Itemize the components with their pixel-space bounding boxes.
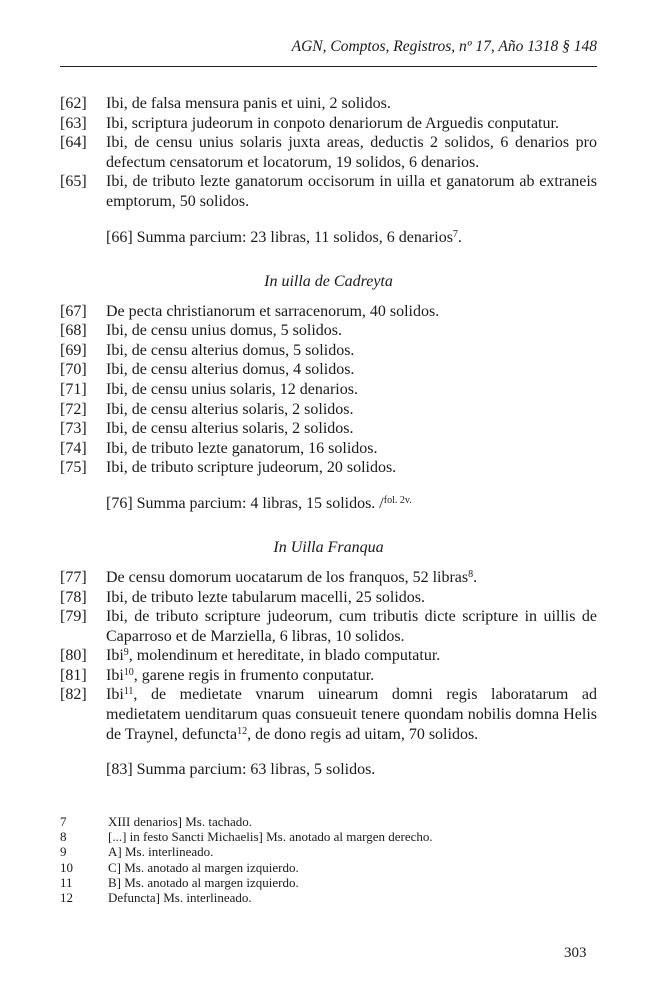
summa-line bbox=[106, 494, 597, 514]
entry bbox=[60, 94, 597, 114]
footnote bbox=[60, 875, 597, 890]
footnote-text: XIII denarios] Ms. tachado. bbox=[108, 814, 253, 829]
entry-text: Ibi, de tributo scripture judeorum, 20 solidos. bbox=[106, 459, 397, 477]
entry-list-3 bbox=[60, 568, 597, 744]
footnote-text: A] Ms. interlineado. bbox=[108, 844, 214, 860]
footnotes bbox=[60, 814, 597, 905]
entry-number: [71] bbox=[60, 380, 87, 398]
section-heading: In Uilla Franqua bbox=[273, 538, 384, 556]
entry-text: Ibi$^9$, molendinum et hereditate, in blado computatur. bbox=[106, 647, 441, 665]
footnote bbox=[60, 829, 597, 844]
entry-text: Ibi, de censu alterius domus, 4 solidos. bbox=[106, 361, 355, 379]
summa-text: [66] Summa parcium: 23 libras, 11 solidos, 6 denarios bbox=[106, 228, 453, 246]
entry-text: Ibi, de tributo lezte tabularum macelli, 25 solidos. bbox=[106, 588, 426, 606]
entry-number: [80] bbox=[60, 647, 87, 665]
folio-marker: fol. 2v. bbox=[383, 494, 412, 506]
entry bbox=[60, 341, 597, 361]
entry-text: De censu domorum uocatarum de los franquos, 52 libras$^8$. bbox=[106, 568, 478, 586]
entry-text: Ibi, de censu alterius solaris, 2 solidos. bbox=[106, 400, 354, 418]
entry bbox=[60, 568, 597, 588]
footnote bbox=[60, 860, 597, 875]
entry bbox=[60, 666, 597, 686]
entry-text: Ibi, de censu unius domus, 5 solidos. bbox=[106, 322, 342, 340]
entry bbox=[60, 172, 597, 211]
entry-text: Ibi, de tributo lezte ganatorum occisorum in uilla et ganatorum ab extraneis emptorum, 50 solidos. bbox=[106, 173, 597, 210]
entry bbox=[60, 133, 597, 172]
entry-number: [69] bbox=[60, 341, 87, 359]
entry-number: [68] bbox=[60, 322, 87, 340]
footnote-number: 10 bbox=[60, 859, 73, 875]
entry-list-2 bbox=[60, 302, 597, 478]
entry-list-1 bbox=[60, 94, 597, 212]
entry-text: De pecta christianorum et sarracenorum, 40 solidos. bbox=[106, 302, 440, 320]
page-number: 303 bbox=[564, 945, 587, 961]
entry bbox=[60, 114, 597, 134]
entry bbox=[60, 400, 597, 420]
footnote-ref: 12 bbox=[237, 725, 248, 737]
entry-text: Ibi, de tributo scripture judeorum, cum tributis dicte scripture in uillis de Caparroso et de Marziella, 6 libras, 10 solidos. bbox=[106, 608, 597, 645]
entry-number: [72] bbox=[60, 400, 87, 418]
entry-number: [73] bbox=[60, 420, 87, 438]
entry bbox=[60, 607, 597, 646]
footnote-number: 7 bbox=[60, 814, 67, 829]
footnote-number: 9 bbox=[60, 844, 67, 860]
footnote-text: C] Ms. anotado al margen izquierdo. bbox=[108, 859, 299, 875]
entry-number: [74] bbox=[60, 439, 87, 457]
entry-text: Ibi, de censu unius solaris, 12 denarios. bbox=[106, 380, 358, 398]
entry bbox=[60, 302, 597, 322]
entry bbox=[60, 458, 597, 478]
entry-text: Ibi, scriptura judeorum in conpoto denariorum de Arguedis conputatur. bbox=[106, 114, 559, 132]
entry-text: Ibi$^{10}$, garene regis in frumento conputatur. bbox=[106, 666, 375, 684]
section-heading: In uilla de Cadreyta bbox=[264, 272, 393, 290]
footnote bbox=[60, 814, 597, 829]
footnote-number: 12 bbox=[60, 890, 73, 906]
main-text bbox=[60, 94, 597, 804]
entry-number: [81] bbox=[60, 666, 87, 684]
running-title: AGN, Comptos, Registros, nº 17, Año 1318 § 148 bbox=[291, 38, 597, 55]
footnote-ref: 9 bbox=[123, 647, 129, 659]
footnote-text: B] Ms. anotado al margen izquierdo. bbox=[108, 874, 299, 890]
entry-number: [62] bbox=[60, 95, 87, 112]
footnote-ref: 7 bbox=[452, 228, 458, 240]
entry-number: [64] bbox=[60, 134, 87, 152]
entry-text: Ibi, de censu alterius solaris, 2 solidos. bbox=[106, 420, 354, 438]
summa-line: [66] Summa parcium: 23 libras, 11 solidos, 6 denarios$^7$. bbox=[106, 228, 462, 246]
footnote-number: 11 bbox=[60, 874, 73, 890]
summa-text: [76] Summa parcium: 4 libras, 15 solidos. / bbox=[106, 494, 384, 512]
entry bbox=[60, 588, 597, 608]
entry-number: [63] bbox=[60, 114, 87, 132]
entry-number: [78] bbox=[60, 588, 87, 606]
entry-number: [75] bbox=[60, 459, 87, 477]
entry-number: [82] bbox=[60, 686, 87, 704]
footnote-ref: 8 bbox=[468, 568, 474, 580]
entry-number: [67] bbox=[60, 302, 87, 320]
summa-line bbox=[106, 760, 597, 780]
entry-number: [77] bbox=[60, 568, 87, 586]
entry bbox=[60, 419, 597, 439]
entry-text: Ibi, de censu alterius domus, 5 solidos. bbox=[106, 341, 355, 359]
footnote-text: Defuncta] Ms. interlineado. bbox=[108, 890, 252, 906]
footnote bbox=[60, 890, 597, 905]
entry-text: Ibi, de tributo lezte ganatorum, 16 solidos. bbox=[106, 439, 378, 457]
entry-text: Ibi$^{11}$, de medietate vnarum uinearum domni regis laboratarum ad medietatem uenditarum quas consueuit tenere quondam nobilis domna Helis de Traynel, defuncta$^{12}$, de dono regis ad uitam, 70 solidos. bbox=[106, 686, 597, 743]
footnote-ref: 10 bbox=[123, 666, 134, 678]
entry bbox=[60, 685, 597, 744]
footnote-text: [...] in festo Sancti Michaelis] Ms. anotado al margen derecho. bbox=[108, 829, 433, 845]
entry-text: Ibi, de censu unius solaris juxta areas, deductis 2 solidos, 6 denarios pro defectum censatorum et locatorum, 19 solidos, 6 denarios. bbox=[106, 134, 597, 171]
entry bbox=[60, 380, 597, 400]
entry-number: [65] bbox=[60, 173, 87, 191]
summa-text: [83] Summa parcium: 63 libras, 5 solidos. bbox=[106, 761, 376, 779]
footnote-ref: 11 bbox=[123, 686, 134, 698]
footnote-number: 8 bbox=[60, 829, 67, 845]
entry-number: [70] bbox=[60, 361, 87, 379]
running-header bbox=[60, 36, 597, 67]
entry-text: Ibi, de falsa mensura panis et uini, 2 solidos. bbox=[106, 95, 391, 112]
entry bbox=[60, 321, 597, 341]
footnote bbox=[60, 844, 597, 859]
entry bbox=[60, 439, 597, 459]
entry bbox=[60, 646, 597, 666]
entry bbox=[60, 360, 597, 380]
entry-number: [79] bbox=[60, 608, 87, 626]
